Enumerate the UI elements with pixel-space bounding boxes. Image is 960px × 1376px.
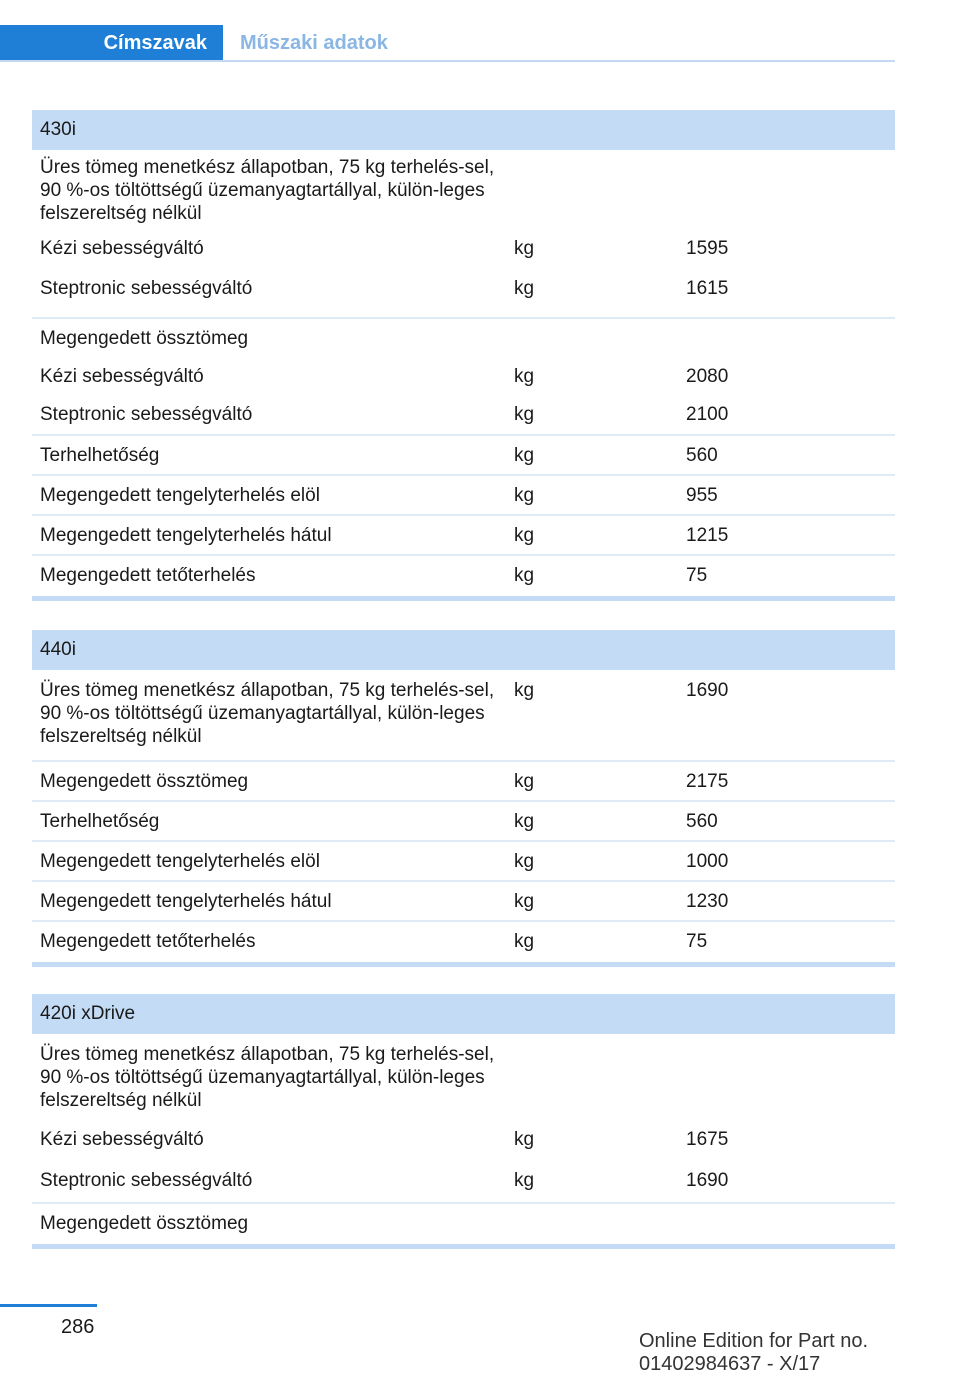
page-number: 286 — [61, 1316, 95, 1338]
row-value: 560 — [686, 811, 718, 832]
table-row — [32, 670, 895, 760]
table-title: 420i xDrive — [32, 994, 895, 1034]
row-unit — [507, 1043, 686, 1124]
row-value: 1615 — [686, 278, 729, 299]
table-row — [32, 237, 895, 277]
row-value: 1595 — [686, 238, 729, 259]
row-value: 955 — [686, 485, 718, 506]
row-unit: kg — [514, 1170, 535, 1191]
row-label: Megengedett össztömeg — [40, 1213, 249, 1234]
row-value — [686, 327, 895, 356]
row-label: Üres tömeg menetkész állapotban, 75 kg terhelés-sel, 90 %-os töltöttségű üzemanyagtartállyal, külön-leges felszereltség nélkül — [40, 680, 495, 747]
row-value: 1000 — [686, 851, 729, 872]
row-value: 75 — [686, 565, 708, 586]
row-value: 560 — [686, 445, 718, 466]
row-value — [686, 156, 895, 237]
row-unit — [514, 1212, 686, 1236]
spec-table-430i — [32, 110, 895, 601]
row-label: Megengedett tengelyterhelés hátul — [40, 891, 332, 912]
row-unit: kg — [514, 485, 535, 506]
table-row — [32, 920, 895, 954]
row-unit — [514, 327, 686, 356]
row-label: Üres tömeg menetkész állapotban, 75 kg terhelés-sel, 90 %-os töltöttségű üzemanyagtartállyal, külön-leges felszereltség nélkül — [40, 1044, 495, 1111]
table-row — [32, 1124, 895, 1164]
table-row — [32, 474, 895, 514]
footer-accent-line — [0, 1304, 97, 1307]
table-row — [32, 554, 895, 588]
row-unit: kg — [514, 931, 535, 952]
table-bottom-rule — [32, 1244, 895, 1249]
row-value: 1690 — [686, 680, 729, 701]
spec-table-440i — [32, 630, 895, 967]
row-label: Megengedett tengelyterhelés hátul — [40, 525, 332, 546]
row-label: Megengedett össztömeg — [40, 328, 249, 349]
row-unit — [507, 156, 686, 237]
row-unit: kg — [514, 525, 535, 546]
tab-keywords[interactable]: Címszavak — [0, 25, 223, 62]
row-label: Üres tömeg menetkész állapotban, 75 kg terhelés-sel, 90 %-os töltöttségű üzemanyagtartállyal, külön-leges felszereltség nélkül — [40, 157, 495, 224]
table-row — [32, 434, 895, 474]
row-label: Kézi sebességváltó — [40, 366, 204, 387]
header-divider — [0, 60, 895, 62]
row-unit: kg — [514, 680, 535, 701]
row-label: Megengedett össztömeg — [40, 771, 249, 792]
table-row — [32, 277, 895, 317]
row-unit: kg — [514, 445, 535, 466]
table-row — [32, 396, 895, 434]
row-unit: kg — [514, 404, 535, 425]
spec-table-420i-xdrive — [32, 994, 895, 1249]
row-unit: kg — [514, 1129, 535, 1150]
row-label: Megengedett tetőterhelés — [40, 565, 256, 586]
table-row — [32, 356, 895, 396]
row-label: Megengedett tetőterhelés — [40, 931, 256, 952]
row-unit: kg — [514, 366, 535, 387]
row-label: Steptronic sebességváltó — [40, 404, 253, 425]
table-row — [32, 880, 895, 920]
row-value: 75 — [686, 931, 708, 952]
row-label: Kézi sebességváltó — [40, 238, 204, 259]
row-unit: kg — [514, 565, 535, 586]
row-label: Steptronic sebességváltó — [40, 1170, 253, 1191]
row-value: 1690 — [686, 1170, 729, 1191]
row-label: Kézi sebességváltó — [40, 1129, 204, 1150]
row-value — [686, 1043, 895, 1124]
row-value: 2175 — [686, 771, 729, 792]
row-label: Megengedett tengelyterhelés elöl — [40, 485, 320, 506]
row-value — [686, 1212, 895, 1236]
table-row — [32, 514, 895, 554]
table-title: 430i — [32, 110, 895, 150]
row-value: 1675 — [686, 1129, 729, 1150]
row-label: Terhelhetőség — [40, 445, 160, 466]
table-bottom-rule — [32, 962, 895, 967]
table-bottom-rule — [32, 596, 895, 601]
row-label: Terhelhetőség — [40, 811, 160, 832]
table-row — [32, 150, 895, 237]
table-row — [32, 1034, 895, 1124]
row-unit: kg — [514, 891, 535, 912]
edition-note: Online Edition for Part no. 01402984637 - X/17 — [639, 1330, 869, 1375]
row-label: Megengedett tengelyterhelés elöl — [40, 851, 320, 872]
tab-technical-data[interactable]: Műszaki adatok — [240, 32, 388, 54]
row-value: 2080 — [686, 366, 729, 387]
table-row — [32, 1164, 895, 1202]
header-tabs — [0, 0, 895, 62]
table-row — [32, 800, 895, 840]
row-unit: kg — [514, 851, 535, 872]
table-row — [32, 840, 895, 880]
table-row — [32, 317, 895, 356]
table-title: 440i — [32, 630, 895, 670]
row-unit: kg — [514, 238, 535, 259]
row-unit: kg — [514, 811, 535, 832]
table-row — [32, 760, 895, 800]
table-row — [32, 1202, 895, 1236]
row-unit: kg — [514, 771, 535, 792]
row-value: 1230 — [686, 891, 729, 912]
row-value: 2100 — [686, 404, 729, 425]
row-value: 1215 — [686, 525, 729, 546]
row-unit: kg — [514, 278, 535, 299]
row-label: Steptronic sebességváltó — [40, 278, 253, 299]
